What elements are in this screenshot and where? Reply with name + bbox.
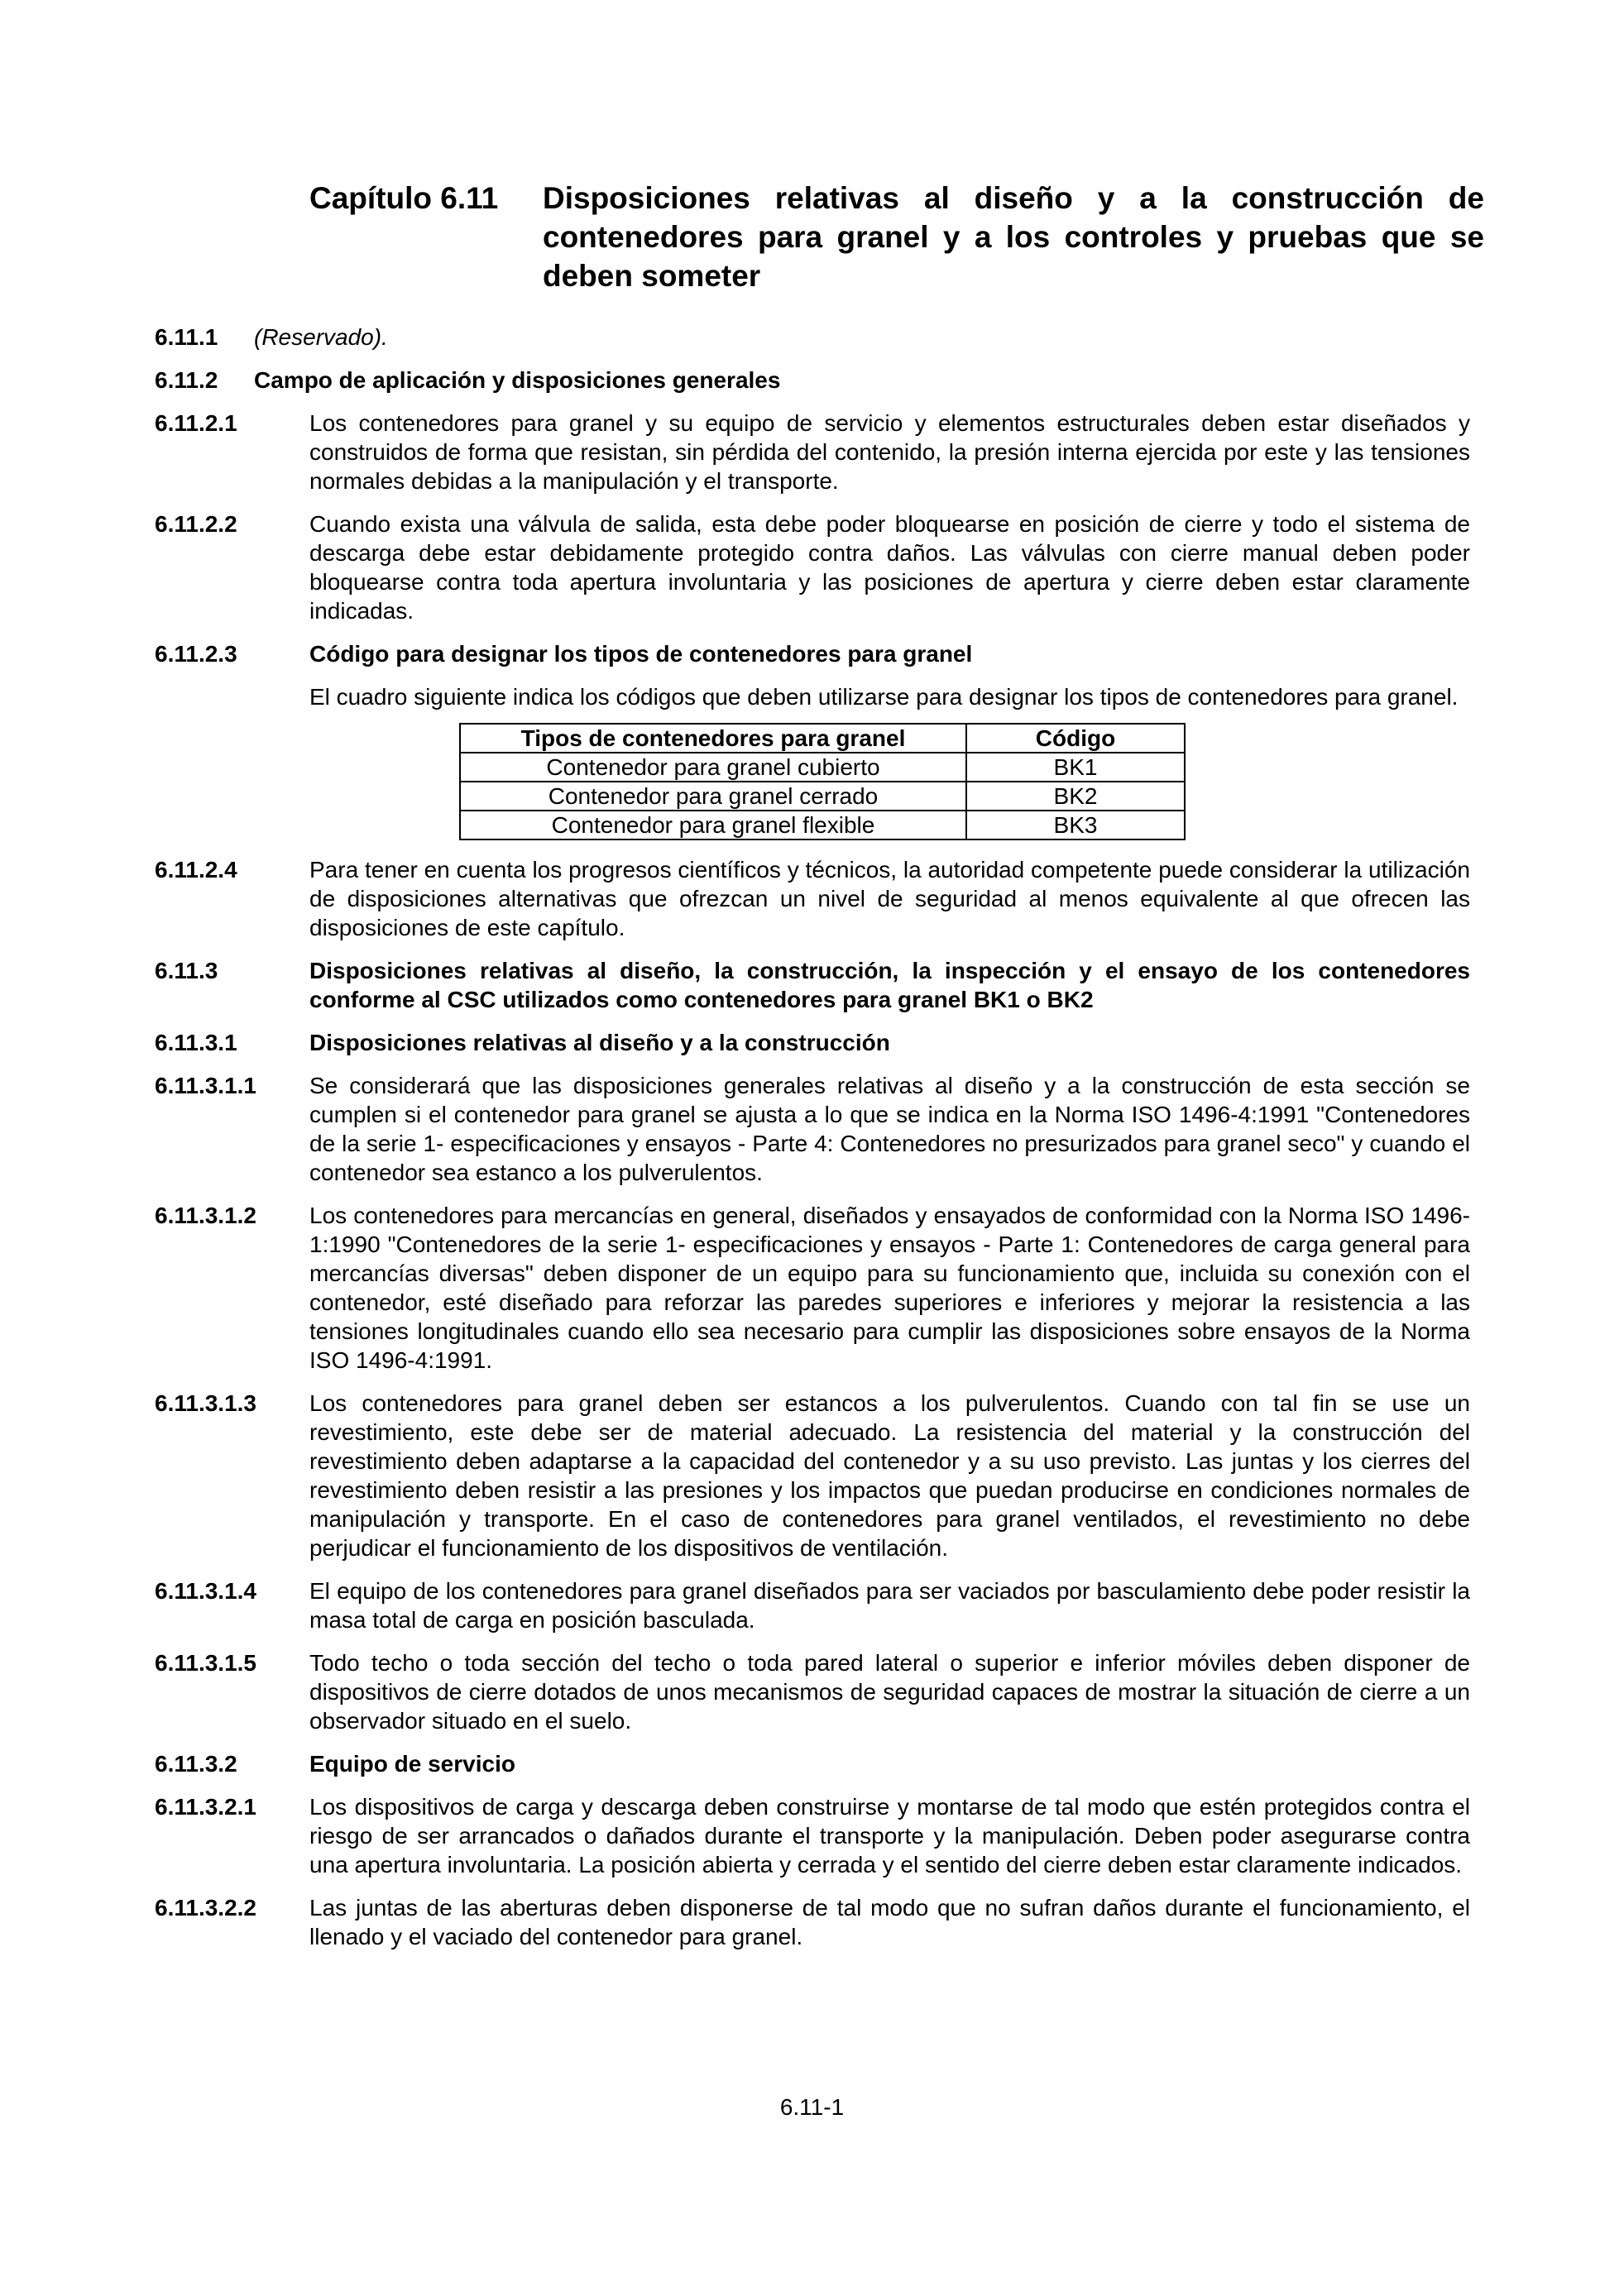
section-text: Todo techo o toda sección del techo o toda pared lateral o superior e inferior móviles deben disponer de dispositivos de cierre dotados de unos mecanismos de seguridad capaces de mostrar la situación de cierre a un observador situado en el suelo. [309, 1650, 1470, 1734]
section-6-11-3 [155, 956, 1470, 1014]
chapter-title: Disposiciones relativas al diseño y a la construcción de contenedores para granel y a los controles y pruebas que se deben someter [543, 181, 1484, 293]
section-number: 6.11.3.1 [155, 1030, 237, 1055]
table-row [460, 782, 1185, 811]
section-6-11-1 [155, 323, 1470, 352]
section-number: 6.11.3.2.1 [155, 1794, 257, 1820]
section-number: 6.11.3 [155, 958, 218, 983]
section-number: 6.11.2.1 [155, 410, 237, 436]
page-number: 6.11-1 [779, 2094, 845, 2120]
section-text: Las juntas de las aberturas deben disponerse de tal modo que no sufran daños durante el funcionamiento, el llenado y el vaciado del contenedor para granel. [309, 1895, 1470, 1949]
section-6-11-3-1-5 [155, 1648, 1470, 1735]
section-text: Los contenedores para granel deben ser estancos a los pulverulentos. Cuando con tal fin se use un revestimiento, este debe ser de material adecuado. La resistencia del material y la construcción del revestimiento deben adaptarse a la capacidad del contenedor y a su uso previsto. Las juntas y los cierres del revestimiento deben resistir a las presiones y los impactos que puedan producirse en condiciones normales de manipulación y transporte. En el caso de contenedores para granel ventilados, el revestimiento no debe perjudicar el funcionamiento de los dispositivos de ventilación. [309, 1390, 1470, 1561]
table-header: Código [966, 724, 1185, 753]
section-heading: Campo de aplicación y disposiciones generales [254, 367, 781, 393]
section-text: El equipo de los contenedores para granel diseñados para ser vaciados por basculamiento debe poder resistir la masa total de carga en posición basculada. [309, 1578, 1470, 1633]
section-text: Los contenedores para granel y su equipo de servicio y elementos estructurales deben estar diseñados y construidos de forma que resistan, sin pérdida del contenido, la presión interna ejercida por este y las tensiones normales debidas a la manipulación y el transporte. [309, 410, 1470, 494]
chapter-label: Capítulo 6.11 [309, 181, 499, 215]
section-number: 6.11.1 [155, 324, 218, 350]
section-number: 6.11.2.3 [155, 641, 237, 667]
section-number: 6.11.3.2.2 [155, 1895, 257, 1921]
section-number: 6.11.2 [155, 367, 218, 393]
section-heading: Disposiciones relativas al diseño y a la construcción [309, 1030, 890, 1055]
section-heading: Disposiciones relativas al diseño, la construcción, la inspección y el ensayo de los contenedores conforme al CSC utilizados como contenedores para granel BK1 o BK2 [309, 958, 1470, 1012]
table-cell: BK2 [966, 782, 1185, 811]
section-text: Los contenedores para mercancías en general, diseñados y ensayados de conformidad con la Norma ISO 1496-1:1990 "Contenedores de la serie 1- especificaciones y ensayos - Parte 1: Contenedores de carga general para mercancías diversas" deben disponer de un equipo para su funcionamiento que, incluida su conexión con el contenedor, esté diseñado para reforzar las paredes superiores e inferiores y mejorar la resistencia a las tensiones longitudinales cuando ello sea necesario para cumplir las disposiciones sobre ensayos de la Norma ISO 1496-4:1991. [309, 1203, 1470, 1373]
table-intro-text: El cuadro siguiente indica los códigos que deben utilizarse para designar los tipos de contenedores para granel. [309, 684, 1459, 710]
document-body [155, 323, 1470, 1965]
table-cell: Contenedor para granel cerrado [460, 782, 966, 811]
table-cell: Contenedor para granel cubierto [460, 753, 966, 782]
section-6-11-2-3 [155, 639, 1470, 668]
section-number: 6.11.3.1.2 [155, 1203, 257, 1228]
section-text: Se considerará que las disposiciones generales relativas al diseño y a la construcción de esta sección se cumplen si el contenedor para granel se ajusta a lo que se indica en la Norma ISO 1496-4:1991 "Contenedores de la serie 1- especificaciones y ensayos - Parte 4: Contenedores no presurizados para granel seco" y cuando el contenedor sea estanco a los pulverulentos. [309, 1073, 1470, 1185]
section-6-11-3-1-1 [155, 1071, 1470, 1187]
section-6-11-3-1-4 [155, 1576, 1470, 1634]
section-6-11-3-2 [155, 1749, 1470, 1778]
container-codes-table [459, 723, 1186, 840]
section-number: 6.11.3.2 [155, 1751, 237, 1777]
chapter-heading [309, 179, 1484, 295]
section-6-11-2-2 [155, 509, 1470, 625]
section-text: Para tener en cuenta los progresos científicos y técnicos, la autoridad competente puede considerar la utilización de disposiciones alternativas que ofrezcan un nivel de seguridad al menos equivalente al que ofrecen las disposiciones de este capítulo. [309, 857, 1470, 940]
section-6-11-3-2-2 [155, 1893, 1470, 1951]
section-number: 6.11.3.1.5 [155, 1650, 257, 1676]
section-6-11-2-4 [155, 855, 1470, 942]
section-text: Los dispositivos de carga y descarga deben construirse y montarse de tal modo que estén protegidos contra el riesgo de ser arrancados o dañados durante el transporte y la manipulación. Deben poder asegurarse contra una apertura involuntaria. La posición abierta y cerrada y el sentido del cierre deben estar claramente indicados. [309, 1794, 1470, 1877]
table-cell: Contenedor para granel flexible [460, 811, 966, 839]
section-6-11-3-1 [155, 1028, 1470, 1057]
table-row [460, 811, 1185, 839]
table-cell: BK3 [966, 811, 1185, 839]
section-text: Cuando exista una válvula de salida, esta debe poder bloquearse en posición de cierre y todo el sistema de descarga debe estar debidamente protegido contra daños. Las válvulas con cierre manual deben poder bloquearse contra toda apertura involuntaria y las posiciones de apertura y cierre deben estar claramente indicadas. [309, 511, 1470, 624]
section-6-11-3-2-1 [155, 1792, 1470, 1879]
section-number: 6.11.3.1.4 [155, 1578, 257, 1604]
section-heading: Código para designar los tipos de contenedores para granel [309, 641, 973, 667]
section-heading: Equipo de servicio [309, 1751, 515, 1777]
section-number: 6.11.3.1.3 [155, 1390, 257, 1416]
table-header-row [460, 724, 1185, 753]
section-text: (Reservado). [254, 324, 388, 350]
section-6-11-3-1-3 [155, 1389, 1470, 1562]
section-number: 6.11.2.4 [155, 857, 237, 883]
table-header: Tipos de contenedores para granel [460, 724, 966, 753]
section-number: 6.11.2.2 [155, 511, 237, 537]
section-6-11-2 [155, 366, 1470, 395]
table-cell: BK1 [966, 753, 1185, 782]
section-number: 6.11.3.1.1 [155, 1073, 257, 1098]
table-row [460, 753, 1185, 782]
section-6-11-3-1-2 [155, 1201, 1470, 1375]
section-6-11-2-1 [155, 409, 1470, 495]
